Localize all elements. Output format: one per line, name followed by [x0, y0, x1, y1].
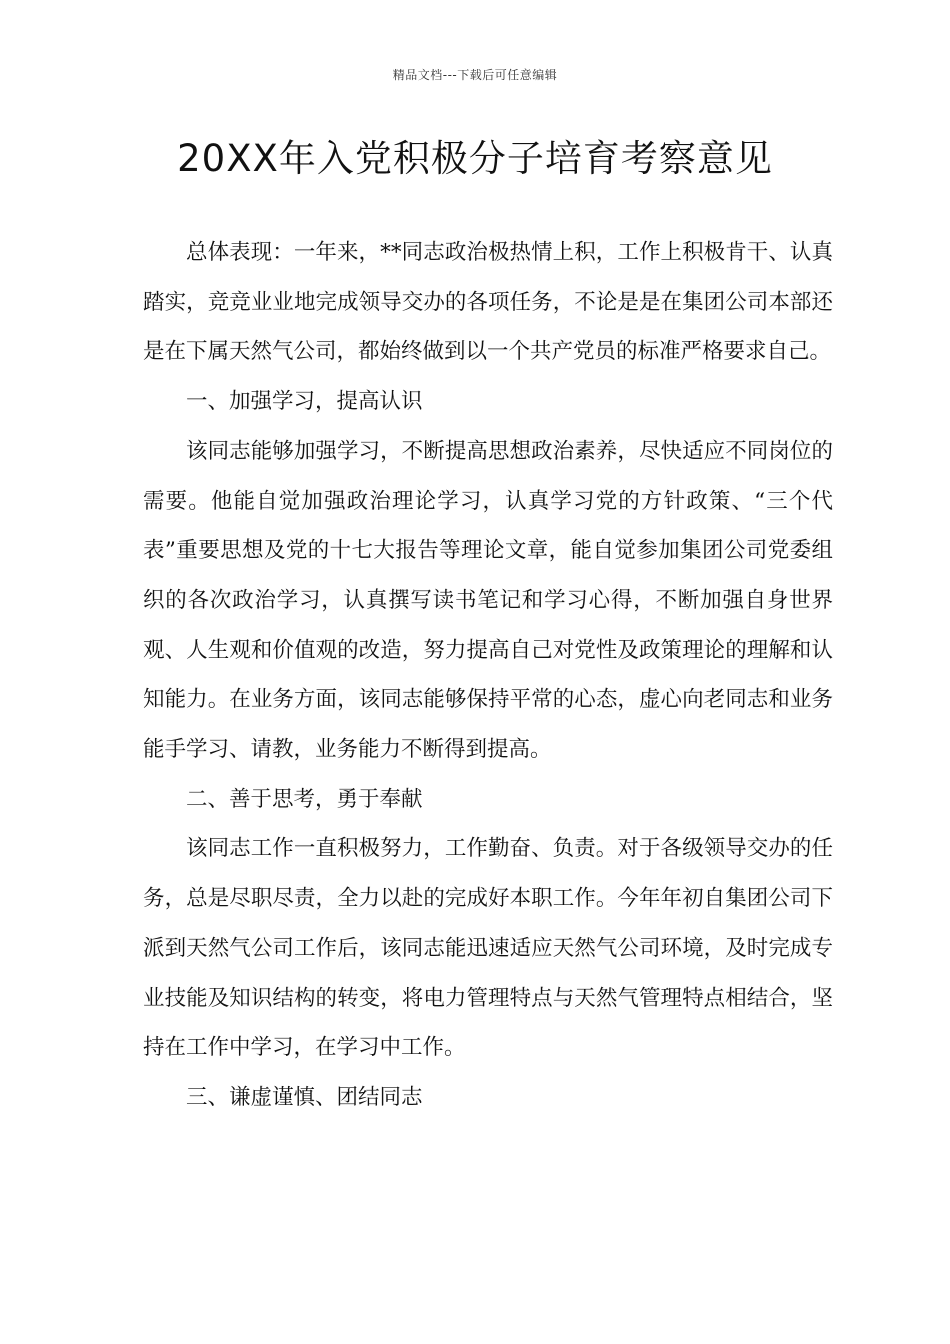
- document-body: [143, 228, 833, 1123]
- section-heading-1: 一、加强学习，提高认识: [186, 389, 423, 415]
- paragraph-section-2: 该同志工作一直积极努力，工作勤奋、负责。对于各级领导交办的任务，总是尽职尽责，全力以赴的完成好本职工作。今年年初自集团公司下派到天然气公司工作后，该同志能迅速适应天然气公司环境，及时完成专业技能及知识结构的转变，将电力管理特点与天然气管理特点相结合，坚持在工作中学习，在学习中工作。: [143, 836, 833, 1061]
- document-title: 20XX年入党积极分子培育考察意见: [177, 137, 773, 180]
- section-heading-3: 三、谦虚谨慎、团结同志: [186, 1084, 423, 1110]
- section-heading-2: 二、善于思考，勇于奉献: [186, 786, 423, 812]
- paragraph-overall-performance: 总体表现：一年来，**同志政治极热情上积，工作上积极肯干、认真踏实，竞竞业业地完成领导交办的各项任务，不论是是在集团公司本部还是在下属天然气公司，都始终做到以一个共产党员的标准严格要求自己。: [143, 240, 833, 365]
- paragraph-section-1: 该同志能够加强学习，不断提高思想政治素养，尽快适应不同岗位的需要。他能自觉加强政治理论学习，认真学习党的方针政策、“三个代表”重要思想及党的十七大报告等理论文章，能自觉参加集团公司党委组织的各次政治学习，认真撰写读书笔记和学习心得，不断加强自身世界观、人生观和价值观的改造，努力提高自己对党性及政策理论的理解和认知能力。在业务方面，该同志能够保持平常的心态，虚心向老同志和业务能手学习、请教，业务能力不断得到提高。: [143, 438, 833, 763]
- header-note: 精品文档---下载后可任意编辑: [392, 68, 558, 82]
